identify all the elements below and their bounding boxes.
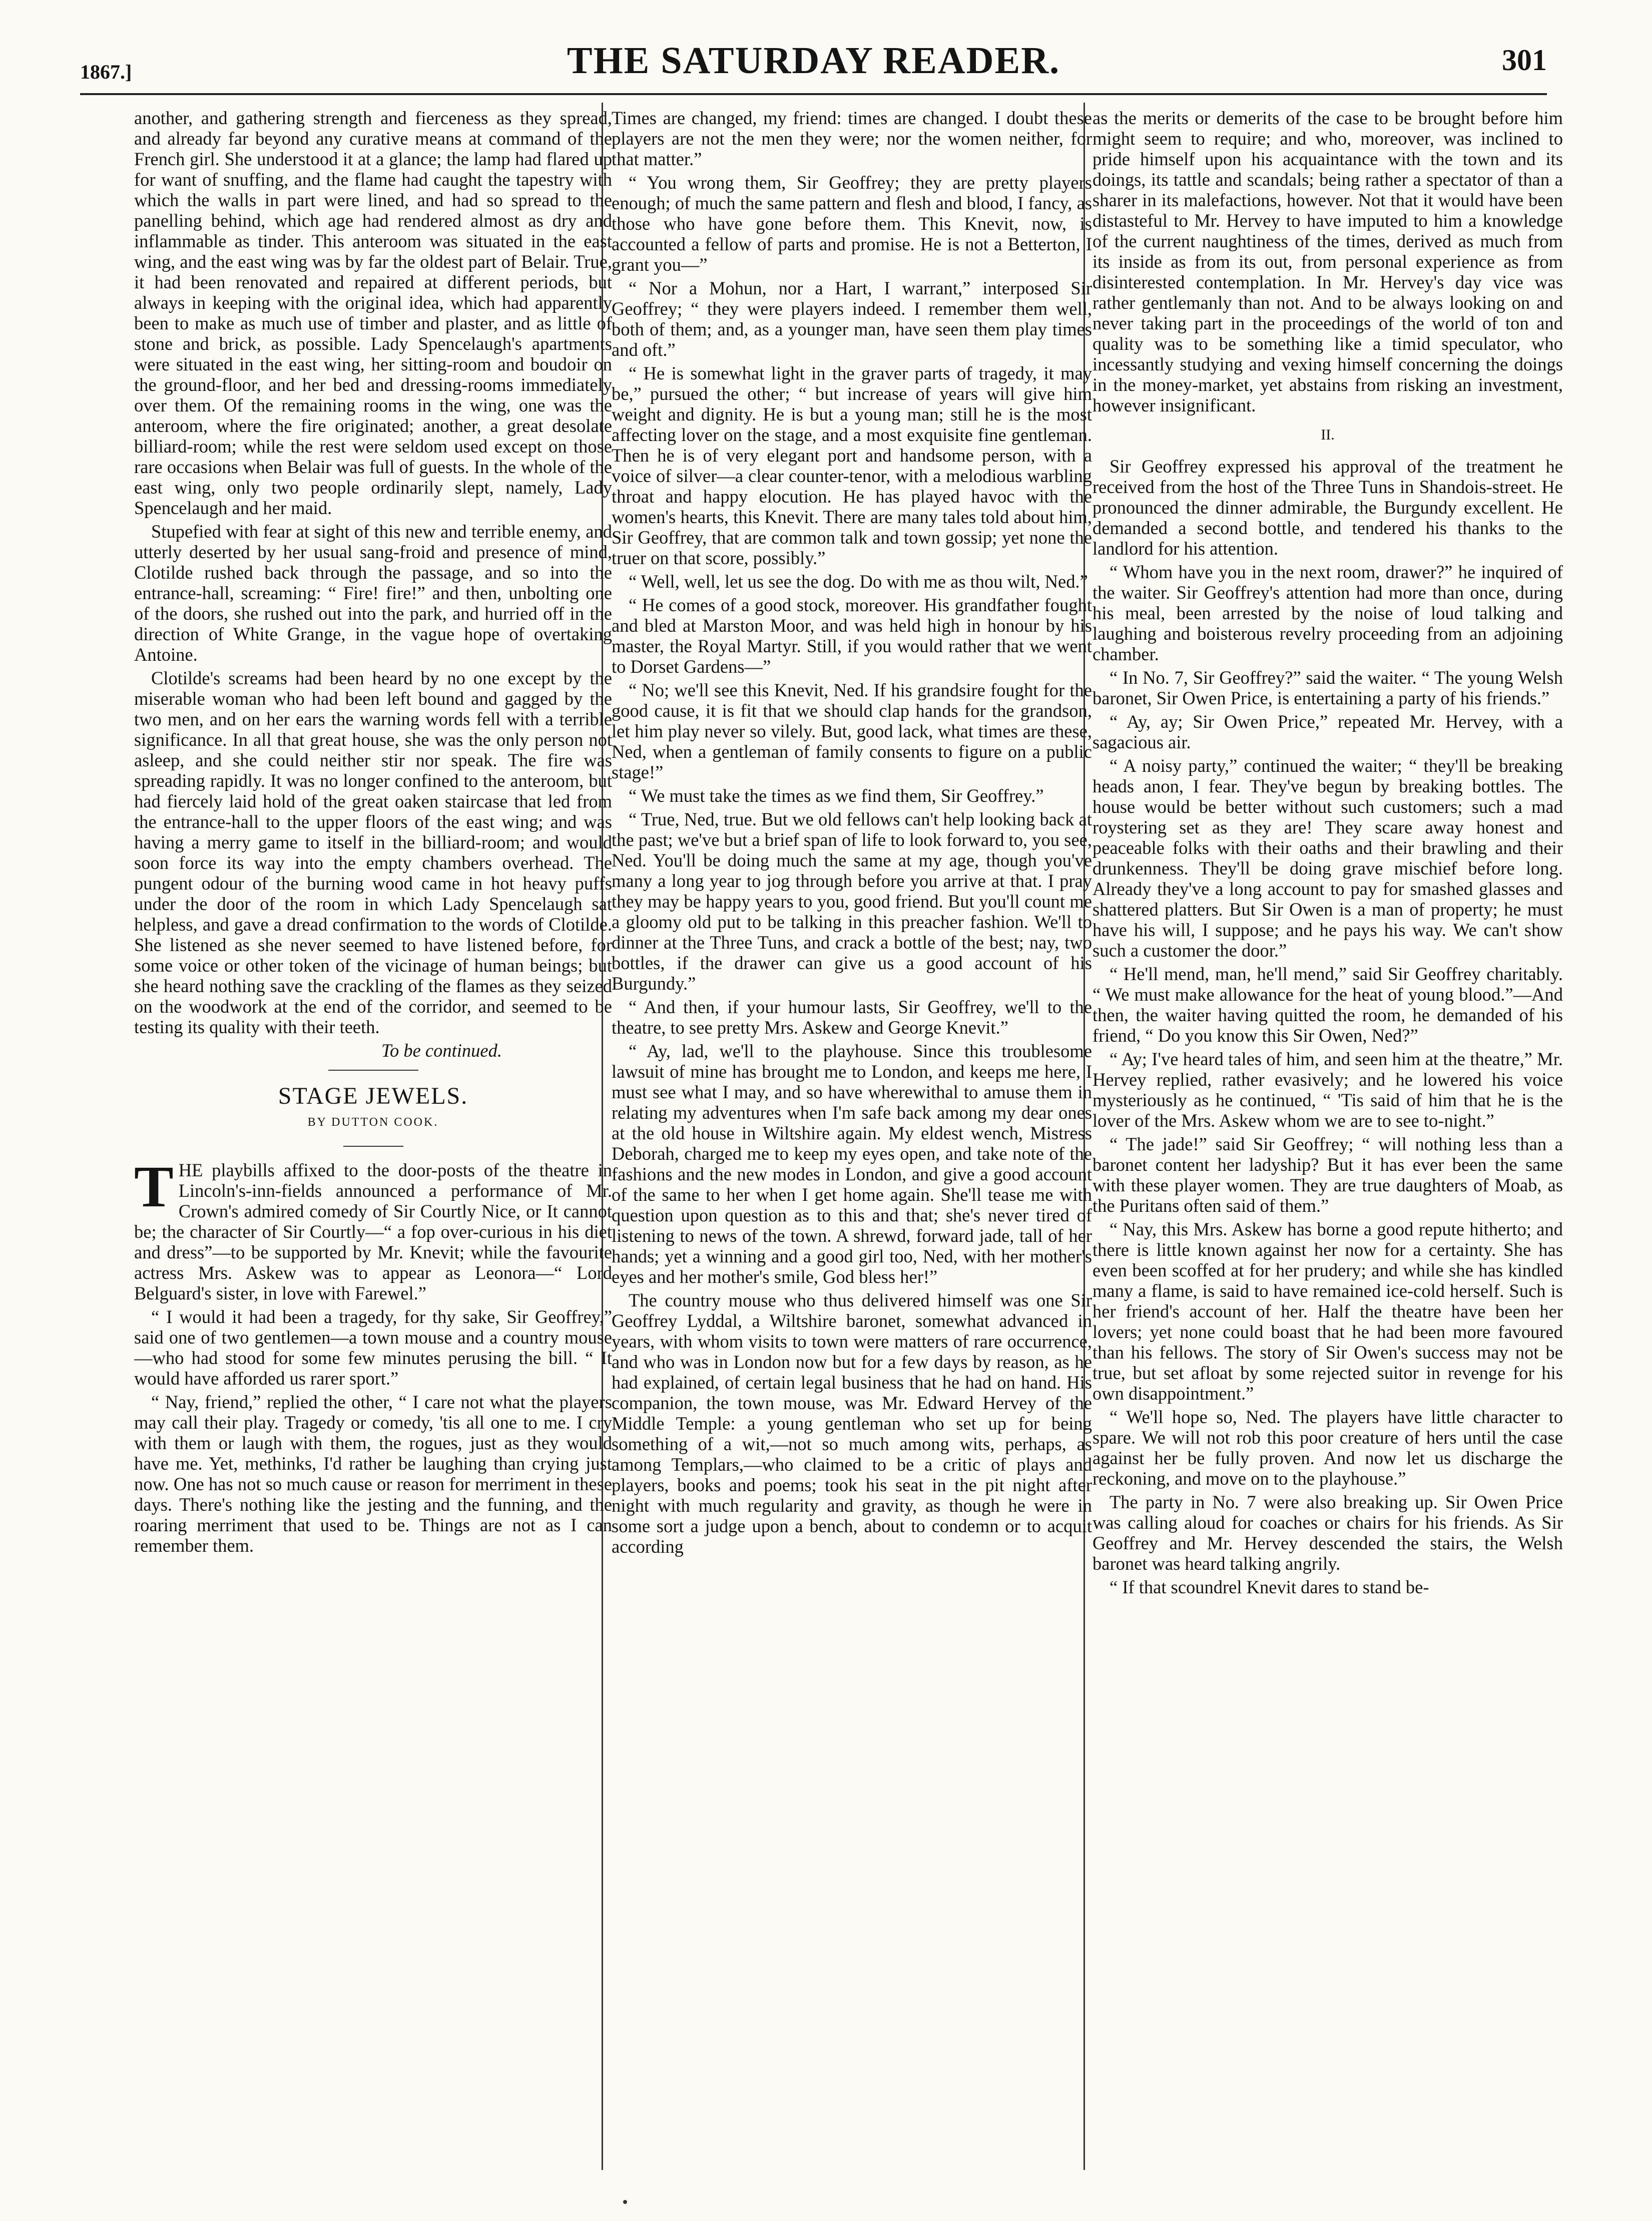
- separator-rule: [328, 1070, 418, 1071]
- header-rule: [80, 93, 1547, 95]
- paragraph: Times are changed, my friend: times are changed. I doubt these players are not the men they were; nor the women neither, for that matter.”: [612, 108, 1092, 169]
- page-header: [80, 39, 1547, 84]
- masthead-title: THE SATURDAY READER.: [567, 40, 1060, 82]
- paragraph: “ We must take the times as we find them, Sir Geoffrey.”: [629, 785, 1044, 806]
- column-2: [612, 108, 1092, 2145]
- paragraph: “ The jade!” said Sir Geoffrey; “ will nothing less than a baronet content her ladyship? But it has ever been the same with these player women. They are true daughters of Moab, as the Puritans often said of them.”: [1092, 1134, 1563, 1216]
- paragraph: as the merits or demerits of the case to be brought before him might seem to require; and who, moreover, was inclined to pride himself upon his acquaintance with the town and its doings, its tattle and scandals; being rather a spectator of than a sharer in its malefactions, however. Not that it would have been distasteful to Mr. Hervey to have imputed to him a knowledge of the current naughtiness of the times, derived as much from its inside as from its out, from personal experience as from disinterested contemplation. In Mr. Hervey's day vice was rather gentlemanly than not. And to be always looking on and never taking part in the proceedings of the world of ton and quality was to be something like a timid speculator, who incessantly studying and vexing himself concerning the doings in the money-market, yet abstains from risking an investment, however insignificant.: [1092, 108, 1563, 415]
- paragraph: “ Nay, this Mrs. Askew has borne a good repute hitherto; and there is little known against her now for a certainty. She has even been scoffed at for her prudery; and while she has kindled many a flame, is said to have remained ice-cold herself. Such is her friend's account of her. Half the theatre have been her lovers; yet none could boast that he had been more favoured than his fellows. The story of Sir Owen's success may not be true, but set afloat by some rejected suitor in revenge for his own disappointment.”: [1092, 1219, 1563, 1404]
- paragraph: “ If that scoundrel Knevit dares to stand be-: [1110, 1577, 1429, 1597]
- paragraph: Stupefied with fear at sight of this new and terrible enemy, and utterly deserted by her usual sang-froid and presence of mind, Clotilde rushed back through the passage, and so into the entrance-hall, screaming: “ Fire! fire!” and then, unbolting one of the doors, she rushed out into the park, and hurried off in the direction of White Grange, in the vague hope of overtaking Antoine.: [134, 521, 612, 665]
- paragraph: Clotilde's screams had been heard by no one except by the miserable woman who had been left bound and gagged by the two men, and on her ears the warning words fell with a terrible significance. In all that great house, she was the only person not asleep, and she could neither stir nor speak. The fire was spreading rapidly. It was no longer confined to the anteroom, but had fiercely laid hold of the great oaken staircase that led from the entrance-hall to the upper floors of the east wing; and was having a merry game to itself in the billiard-room; and would soon force its way into the empty chambers overhead. The pungent odour of the burning wood came in hot heavy puffs under the door of the room in which Lady Spencelaugh sat helpless, and gave a dread confirmation to the words of Clotilde. She listened as she never seemed to have listened before, for some voice or other token of the vicinage of human beings; but she heard nothing save the crackling of the flames as they seized on the woodwork at the end of the corridor, and seemed to be testing its quality with their teeth.: [134, 668, 612, 1037]
- drop-cap: T: [134, 1154, 174, 1219]
- article-byline: BY DUTTON COOK.: [307, 1116, 439, 1129]
- paragraph: The country mouse who thus delivered himself was one Sir Geoffrey Lyddal, a Wiltshire baronet, somewhat advanced in years, with whom visits to town were matters of rare occurrence, and who was in London now but for a few days by reason, as he had explained, of certain legal business that he had on hand. His companion, the town mouse, was Mr. Edward Hervey of the Middle Temple: a young gentleman who set up for being something of a wit,—not so much among wits, perhaps, as among Templars,—who claimed to be a critic of plays and players, books and poems; took his seat in the pit night after night with much regularity and gravity, as though he were in some sort a judge upon a bench, about to condemn or to acquit according: [612, 1290, 1092, 1557]
- paragraph: “ Well, well, let us see the dog. Do with me as thou wilt, Ned.”: [629, 571, 1088, 592]
- paragraph: “ Nay, friend,” replied the other, “ I care not what the players may call their play. Tragedy or comedy, 'tis all one to me. I cry with them or laugh with them, the rogues, just as they would have me. Yet, methinks, I'd rather be laughing than crying just now. One has not so much cause or reason for merriment in these days. There's nothing like the jesting and the funning, and the roaring merriment that used to be. Things are not as I can remember them.: [134, 1392, 612, 1556]
- paragraph: “ He comes of a good stock, moreover. His grandfather fought and bled at Marston Moor, and was held high in honour by his master, the Royal Martyr. Still, if you would rather that we went to Dorset Gardens—”: [612, 595, 1092, 677]
- paragraph: “ We'll hope so, Ned. The players have little character to spare. We will not rob this poor creature of hers until the case against her be fully proven. And now let us discharge the reckoning, and move on to the playhouse.”: [1092, 1407, 1563, 1489]
- paragraph: The party in No. 7 were also breaking up. Sir Owen Price was calling aloud for coaches or chairs for his friends. As Sir Geoffrey and Mr. Hervey descended the stairs, the Welsh baronet was heard talking angrily.: [1092, 1492, 1563, 1574]
- paragraph: “ Ay; I've heard tales of him, and seen him at the theatre,” Mr. Hervey replied, rather evasively; and he lowered his voice mysteriously as he continued, “ 'Tis said of him that he is the lover of the Mrs. Askew whom we are to see to-night.”: [1092, 1049, 1563, 1131]
- paragraph: Sir Geoffrey expressed his approval of the treatment he received from the host of the Three Tuns in Shandois-street. He pronounced the dinner admirable, the Burgundy excellent. He demanded a second bottle, and tendered his thanks to the landlord for his attention.: [1092, 456, 1563, 559]
- paragraph: “ Ay, lad, we'll to the playhouse. Since this troublesome lawsuit of mine has brought me to London, and keeps me here, I must see what I may, and so have wherewithal to amuse them in relating my adventures when I'm safe back among my dear ones at the old house in Wiltshire again. My eldest wench, Mistress Deborah, charged me to keep my eyes open, and take note of the fashions and the new modes in London, and give a good account of the same to her when I get home again. She'll tease me with question upon question as to this and that; she's never tired of listening to news of the town. A shrewd, forward jade, tall of her hands; yet a winning and a good girl too, Ned, with her mother's eyes and her mother's smile, God bless her!”: [612, 1041, 1092, 1287]
- paragraph: “ And then, if your humour lasts, Sir Geoffrey, we'll to the theatre, to see pretty Mrs. Askew and George Knevit.”: [612, 997, 1092, 1038]
- article-title: STAGE JEWELS.: [278, 1083, 468, 1109]
- paragraph: “ He'll mend, man, he'll mend,” said Sir Geoffrey charitably. “ We must make allowance for the heat of young blood.”—And then, the waiter having quitted the room, he demanded of his friend, “ Do you know this Sir Owen, Ned?”: [1092, 964, 1563, 1046]
- paragraph: “ Whom have you in the next room, drawer?” he inquired of the waiter. Sir Geoffrey's attention had more than once, during his meal, been arrested by the noise of loud talking and laughing and boisterous revelry proceeding from an adjoining chamber.: [1092, 562, 1563, 664]
- separator-rule: [343, 1146, 403, 1147]
- column-3: [1092, 108, 1563, 2145]
- paragraph: “ True, Ned, true. But we old fellows can't help looking back at the past; we've but a brief span of life to look forward to, you see, Ned. You'll be doing much the same at my age, though you've many a long year to jog through before you arrive at that. I pray they may be happy years to you, good friend. But you'll count me a gloomy old put to be talking in this preacher fashion. We'll to dinner at the Three Tuns, and crack a bottle of the best; nay, two bottles, if the drawer can give us a good account of his Burgundy.”: [612, 809, 1092, 994]
- paragraph: “ He is somewhat light in the graver parts of tragedy, it may be,” pursued the other; “ but increase of years will give him weight and dignity. He is but a young man; still he is the most affecting lover on the stage, and a most exquisite fine gentleman. Then he is of very elegant port and handsome person, with a voice of silver—a clear counter-tenor, with a melodious warbling throat and happy elocution. He has played havoc with the women's hearts, this Knevit. There are many tales told about him, Sir Geoffrey, that are common talk and town gossip; yet none the truer on that score, possibly.”: [612, 363, 1092, 568]
- paragraph: “ Ay, ay; Sir Owen Price,” repeated Mr. Hervey, with a sagacious air.: [1092, 711, 1563, 752]
- page-number: 301: [1502, 44, 1547, 77]
- column-1: [134, 108, 612, 2145]
- section-number: II.: [1321, 426, 1335, 443]
- paragraph: another, and gathering strength and fierceness as they spread, and already far beyond any curative means at command of the French girl. She understood it at a glance; the lamp had flared up for want of snuffing, and the flame had caught the tapestry with which the walls in part were lined, and had so spread to the panelling behind, which age had rendered almost as dry and inflammable as tinder. This anteroom was situated in the east wing, and the east wing was by far the oldest part of Belair. True, it had been renovated and repaired at different periods, but always in keeping with the original idea, which had apparently been to make as much use of timber and plaster, and as little of stone and brick, as possible. Lady Spencelaugh's apartments were situated in the east wing, her sitting-room and boudoir on the ground-floor, and her bed and dressing-rooms immediately over them. Of the remaining rooms in the wing, one was the anteroom, where the fire originated; another, a great desolate billiard-room; while the rest were seldom used except on those rare occasions when Belair was full of guests. In the whole of the east wing, only two people ordinarily slept, namely, Lady Spencelaugh and her maid.: [134, 108, 612, 518]
- paragraph: “ No; we'll see this Knevit, Ned. If his grandsire fought for the good cause, it is fit that we should clap hands for the grandson, let him play never so vilely. But, good lack, what times are these, Ned, when a gentleman of family consents to figure on a public stage!”: [612, 680, 1092, 782]
- paragraph: “ I would it had been a tragedy, for thy sake, Sir Geoffrey,” said one of two gentlemen—a town mouse and a country mouse—who had stood for some few minutes perusing the bill. “ It would have afforded us rarer sport.”: [134, 1306, 612, 1389]
- ink-dot: [623, 2200, 627, 2204]
- issue-date: 1867.]: [80, 61, 132, 83]
- paragraph: “ Nor a Mohun, nor a Hart, I warrant,” interposed Sir Geoffrey; “ they were players indeed. I remember them well, both of them; and, as a younger man, have seen them play times and oft.”: [612, 278, 1092, 360]
- paragraph-opening: [134, 1154, 612, 1303]
- paragraph-text: HE playbills affixed to the door-posts of the theatre in Lincoln's-inn-fields announced a performance of Mr. Crown's admired comedy of Sir Courtly Nice, or It cannot be; the character of Sir Courtly—“ a fop over-curious in his diet and dress”—to be supported by Mr. Knevit; while the favourite actress Mrs. Askew was to appear as Leonora—“ Lord Belguard's sister, in love with Farewel.”: [134, 1160, 612, 1303]
- to-be-continued: To be continued.: [381, 1040, 502, 1061]
- paragraph: “ You wrong them, Sir Geoffrey; they are pretty players enough; of much the same pattern and flesh and blood, I fancy, as those who have gone before them. This Knevit, now, is accounted a fellow of parts and promise. He is not a Betterton, I grant you—”: [612, 172, 1092, 275]
- paragraph: “ In No. 7, Sir Geoffrey?” said the waiter. “ The young Welsh baronet, Sir Owen Price, is entertaining a party of his friends.”: [1092, 667, 1563, 708]
- paragraph: “ A noisy party,” continued the waiter; “ they'll be breaking heads anon, I fear. They've begun by breaking bottles. The house would be better without such customers; such a mad roystering set as they are! They scare away honest and peaceable folks with their oaths and their brawling and their drunkenness. They'll be doing grave mischief before long. Already they've a long account to pay for smashed glasses and shattered platters. But Sir Owen is a man of property; he must have his will, I suppose; and he pays his way. We can't show such a customer the door.”: [1092, 755, 1563, 961]
